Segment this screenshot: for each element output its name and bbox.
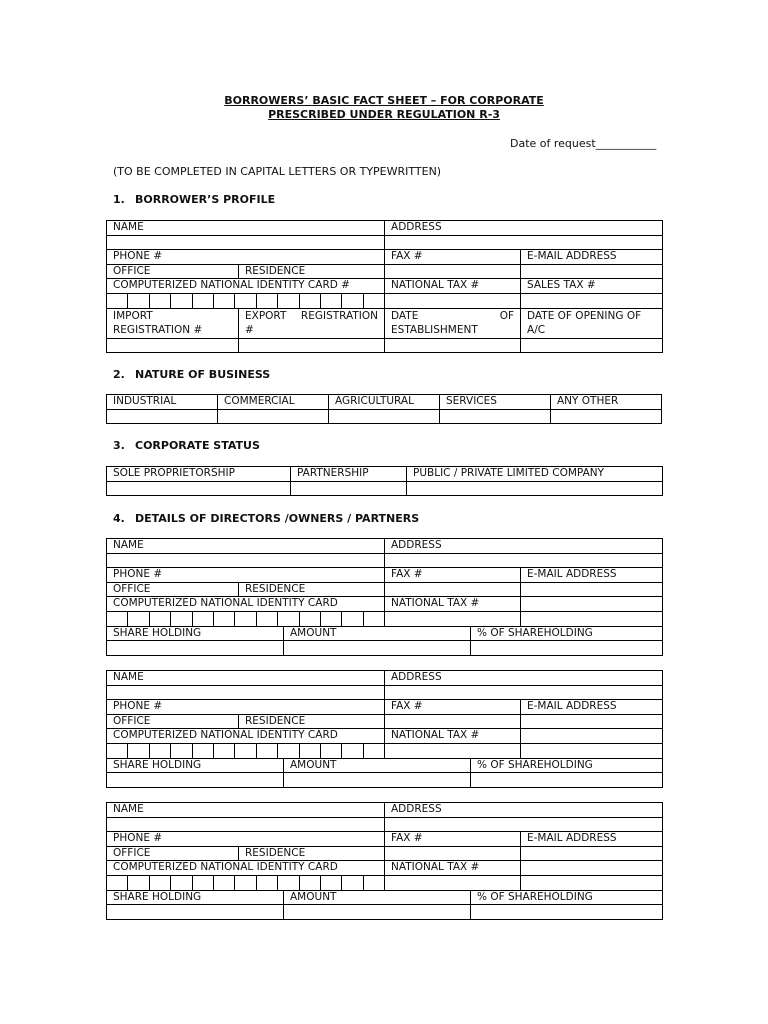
partnership-input-cell[interactable] [291,481,407,496]
director-name-input-cell[interactable] [107,553,385,568]
section-heading-corporate-status: 3. CORPORATE STATUS [113,439,260,452]
label-national-tax: NATIONAL TAX # [385,597,521,612]
share-holding-input-cell[interactable] [107,773,284,788]
label-cnic: COMPUTERIZED NATIONAL IDENTITY CARD [107,861,385,876]
label-any-other: ANY OTHER [551,395,662,410]
director-name-input-cell[interactable] [107,685,385,700]
director-national-tax-input-cell[interactable] [385,743,521,758]
label-name: NAME [107,539,385,554]
label-amount: AMOUNT [284,758,471,773]
label-share-holding: SHARE HOLDING [107,626,284,641]
label-name: NAME [107,803,385,818]
label-residence: RESIDENCE [239,714,385,729]
form-subtitle: PRESCRIBED UNDER REGULATION R-3 [268,108,500,121]
label-import-registration: IMPORT REGISTRATION # [107,308,239,338]
director-name-input-cell[interactable] [107,817,385,832]
label-fax: FAX # [385,250,521,265]
label-cnic: COMPUTERIZED NATIONAL IDENTITY CARD # [107,279,385,294]
commercial-input-cell[interactable] [218,409,329,424]
label-date-of-opening: DATE OF OPENING OF A/C [521,308,663,338]
section-heading-directors: 4. DETAILS OF DIRECTORS /OWNERS / PARTNERS [113,512,420,525]
form-title: BORROWERS’ BASIC FACT SHEET – FOR CORPORATE [224,94,544,107]
fax-input-cell[interactable] [385,264,521,279]
label-amount: AMOUNT [284,890,471,905]
director-national-tax-input-cell[interactable] [385,611,521,626]
label-share-holding: SHARE HOLDING [107,758,284,773]
industrial-input-cell[interactable] [107,409,218,424]
label-cnic: COMPUTERIZED NATIONAL IDENTITY CARD [107,597,385,612]
export-registration-input-cell[interactable] [239,338,385,353]
pct-shareholding-input-cell[interactable] [471,905,663,920]
label-address: ADDRESS [385,803,663,818]
services-input-cell[interactable] [440,409,551,424]
label-fax: FAX # [385,700,521,715]
label-address: ADDRESS [385,671,663,686]
label-phone: PHONE # [107,700,385,715]
label-export-registration: EXPORT REGISTRATION # [239,308,385,338]
label-industrial: INDUSTRIAL [107,395,218,410]
email-input-cell[interactable] [521,264,663,279]
agricultural-input-cell[interactable] [329,409,440,424]
director-email-input-cell[interactable] [521,714,663,729]
amount-input-cell[interactable] [284,641,471,656]
director-fax-input-cell[interactable] [385,846,521,861]
sales-tax-input-cell[interactable] [521,293,663,308]
label-residence: RESIDENCE [239,582,385,597]
director-email-input-cell[interactable] [521,846,663,861]
director-table-2 [106,670,663,788]
date-of-request-field[interactable]: Date of request___________ [510,137,657,150]
director-address-input-cell[interactable] [385,685,663,700]
label-address: ADDRESS [385,221,663,236]
label-partnership: PARTNERSHIP [291,467,407,482]
label-share-holding: SHARE HOLDING [107,890,284,905]
label-national-tax: NATIONAL TAX # [385,729,521,744]
director-email-input-cell[interactable] [521,582,663,597]
label-cnic: COMPUTERIZED NATIONAL IDENTITY CARD [107,729,385,744]
label-fax: FAX # [385,568,521,583]
opening-date-input-cell[interactable] [521,338,663,353]
label-national-tax: NATIONAL TAX # [385,279,521,294]
director-fax-input-cell[interactable] [385,582,521,597]
borrower-profile-table [106,220,663,353]
cnic-digit-boxes[interactable] [107,875,385,890]
limited-company-input-cell[interactable] [407,481,663,496]
label-phone: PHONE # [107,568,385,583]
label-national-tax: NATIONAL TAX # [385,861,521,876]
amount-input-cell[interactable] [284,905,471,920]
label-agricultural: AGRICULTURAL [329,395,440,410]
label-residence: RESIDENCE [239,846,385,861]
director-table-3 [106,802,663,920]
label-commercial: COMMERCIAL [218,395,329,410]
director-address-input-cell[interactable] [385,553,663,568]
director-address-input-cell[interactable] [385,817,663,832]
label-residence: RESIDENCE [239,264,385,279]
label-address: ADDRESS [385,539,663,554]
label-phone: PHONE # [107,832,385,847]
label-name: NAME [107,221,385,236]
share-holding-input-cell[interactable] [107,641,284,656]
form-instruction: (TO BE COMPLETED IN CAPITAL LETTERS OR TYPEWRITTEN) [113,165,442,178]
name-input-cell[interactable] [107,235,385,250]
national-tax-input-cell[interactable] [385,293,521,308]
amount-input-cell[interactable] [284,773,471,788]
label-phone: PHONE # [107,250,385,265]
director-national-tax-input-cell[interactable] [385,875,521,890]
label-date-of-establishment: DATE OF ESTABLISHMENT [385,308,521,338]
address-input-cell[interactable] [385,235,663,250]
label-email: E-MAIL ADDRESS [521,568,663,583]
label-limited-company: PUBLIC / PRIVATE LIMITED COMPANY [407,467,663,482]
share-holding-input-cell[interactable] [107,905,284,920]
pct-shareholding-input-cell[interactable] [471,641,663,656]
label-sole-proprietorship: SOLE PROPRIETORSHIP [107,467,291,482]
label-email: E-MAIL ADDRESS [521,700,663,715]
label-email: E-MAIL ADDRESS [521,250,663,265]
cnic-digit-boxes[interactable] [107,611,385,626]
sole-proprietorship-input-cell[interactable] [107,481,291,496]
label-pct-shareholding: % OF SHAREHOLDING [471,758,663,773]
section-heading-nature-of-business: 2. NATURE OF BUSINESS [113,368,271,381]
section-heading-borrower-profile: 1. BORROWER’S PROFILE [113,193,276,206]
label-fax: FAX # [385,832,521,847]
label-sales-tax: SALES TAX # [521,279,663,294]
nature-of-business-table [106,394,662,424]
label-pct-shareholding: % OF SHAREHOLDING [471,890,663,905]
establishment-date-input-cell[interactable] [385,338,521,353]
import-registration-input-cell[interactable] [107,338,239,353]
label-name: NAME [107,671,385,686]
director-table-1 [106,538,663,656]
director-fax-input-cell[interactable] [385,714,521,729]
label-office: OFFICE [107,264,239,279]
label-office: OFFICE [107,714,239,729]
label-office: OFFICE [107,846,239,861]
label-office: OFFICE [107,582,239,597]
any-other-input-cell[interactable] [551,409,662,424]
cnic-digit-boxes[interactable] [107,293,385,308]
pct-shareholding-input-cell[interactable] [471,773,663,788]
label-services: SERVICES [440,395,551,410]
label-amount: AMOUNT [284,626,471,641]
label-email: E-MAIL ADDRESS [521,832,663,847]
label-pct-shareholding: % OF SHAREHOLDING [471,626,663,641]
cnic-digit-boxes[interactable] [107,743,385,758]
corporate-status-table [106,466,663,496]
